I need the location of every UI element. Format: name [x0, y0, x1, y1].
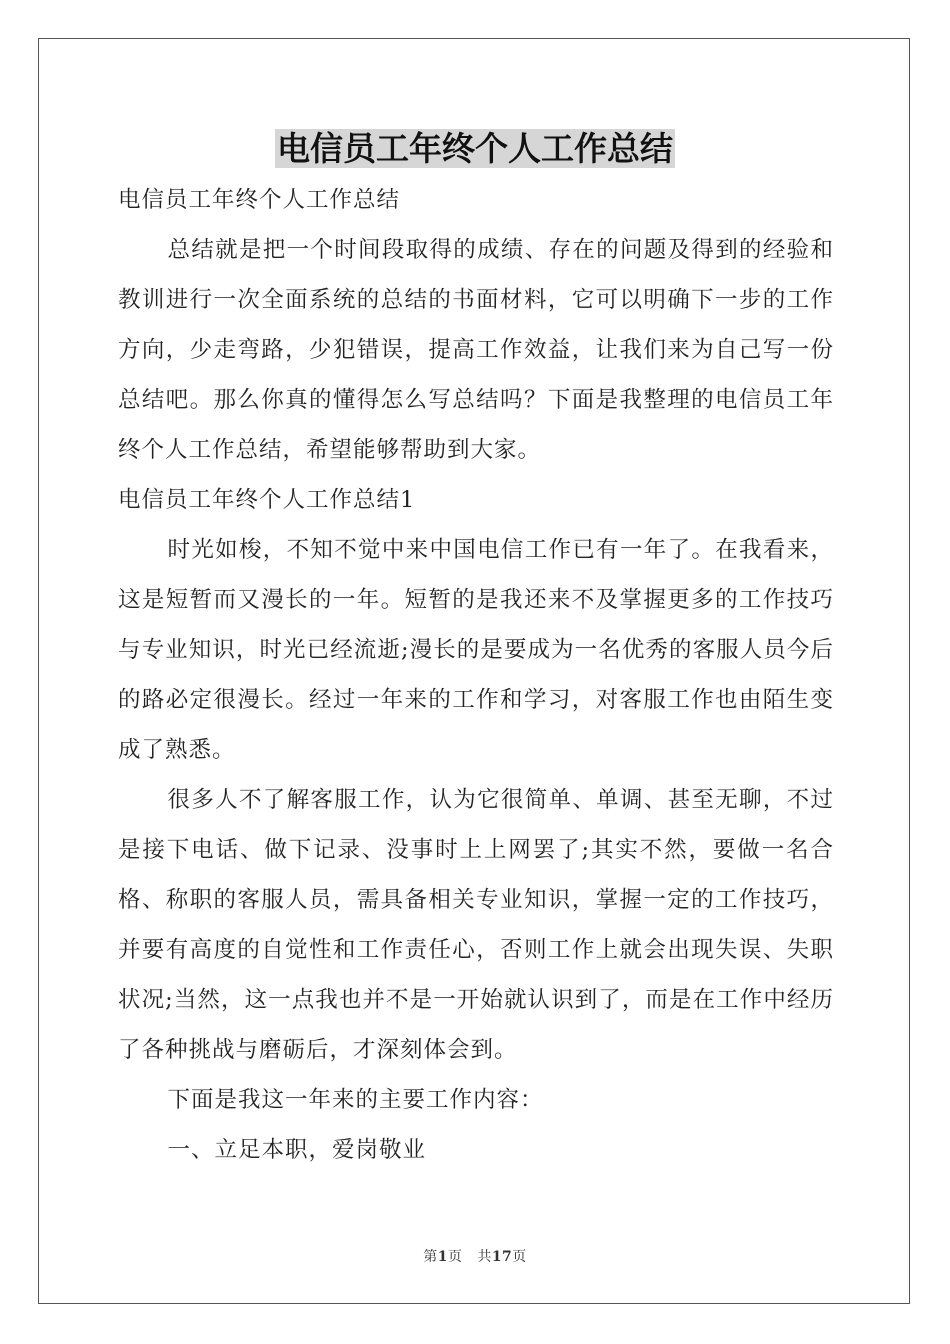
intro-paragraph: 总结就是把一个时间段取得的成绩、存在的问题及得到的经验和教训进行一次全面系统的总结的书面材料，它可以明确下一步的工作方向，少走弯路，少犯错误，提高工作效益，让我们来为自己写一份总结吧。那么你真的懂得怎么写总结吗？下面是我整理的电信员工年终个人工作总结，希望能够帮助到大家。	[118, 237, 834, 463]
body-paragraph-2: 很多人不了解客服工作，认为它很简单、单调、甚至无聊，不过是接下电话、做下记录、没事时上上网罢了;其实不然，要做一名合格、称职的客服人员，需具备相关专业知识，掌握一定的工作技巧，并要有高度的自觉性和工作责任心，否则工作上就会出现失误、失职状况;当然，这一点我也并不是一开始就认识到了，而是在工作中经历了各种挑战与磨砺后，才深刻体会到。	[118, 787, 834, 1063]
list-heading-1: 一、立足本职，爱岗敬业	[167, 1137, 427, 1163]
document-title-text: 电信员工年终个人工作总结	[277, 129, 673, 168]
document-title	[0, 124, 950, 174]
document-body	[118, 175, 834, 1175]
page-prefix: 第	[423, 1249, 438, 1265]
total-suffix: 页	[512, 1249, 527, 1265]
section-heading: 电信员工年终个人工作总结1	[118, 487, 416, 513]
total-prefix: 共	[477, 1249, 492, 1265]
page-suffix: 页	[447, 1249, 463, 1265]
page-number: 1	[437, 1249, 448, 1265]
page-footer	[0, 1246, 950, 1266]
total-pages: 17	[491, 1249, 513, 1265]
body-paragraph-3: 下面是我这一年来的主要工作内容：	[167, 1087, 544, 1113]
document-subtitle: 电信员工年终个人工作总结	[118, 187, 401, 213]
body-paragraph-1: 时光如梭，不知不觉中来中国电信工作已有一年了。在我看来，这是短暂而又漫长的一年。短暂的是我还来不及掌握更多的工作技巧与专业知识，时光已经流逝;漫长的是要成为一名优秀的客服人员今后的路必定很漫长。经过一年来的工作和学习，对客服工作也由陌生变成了熟悉。	[118, 537, 834, 763]
